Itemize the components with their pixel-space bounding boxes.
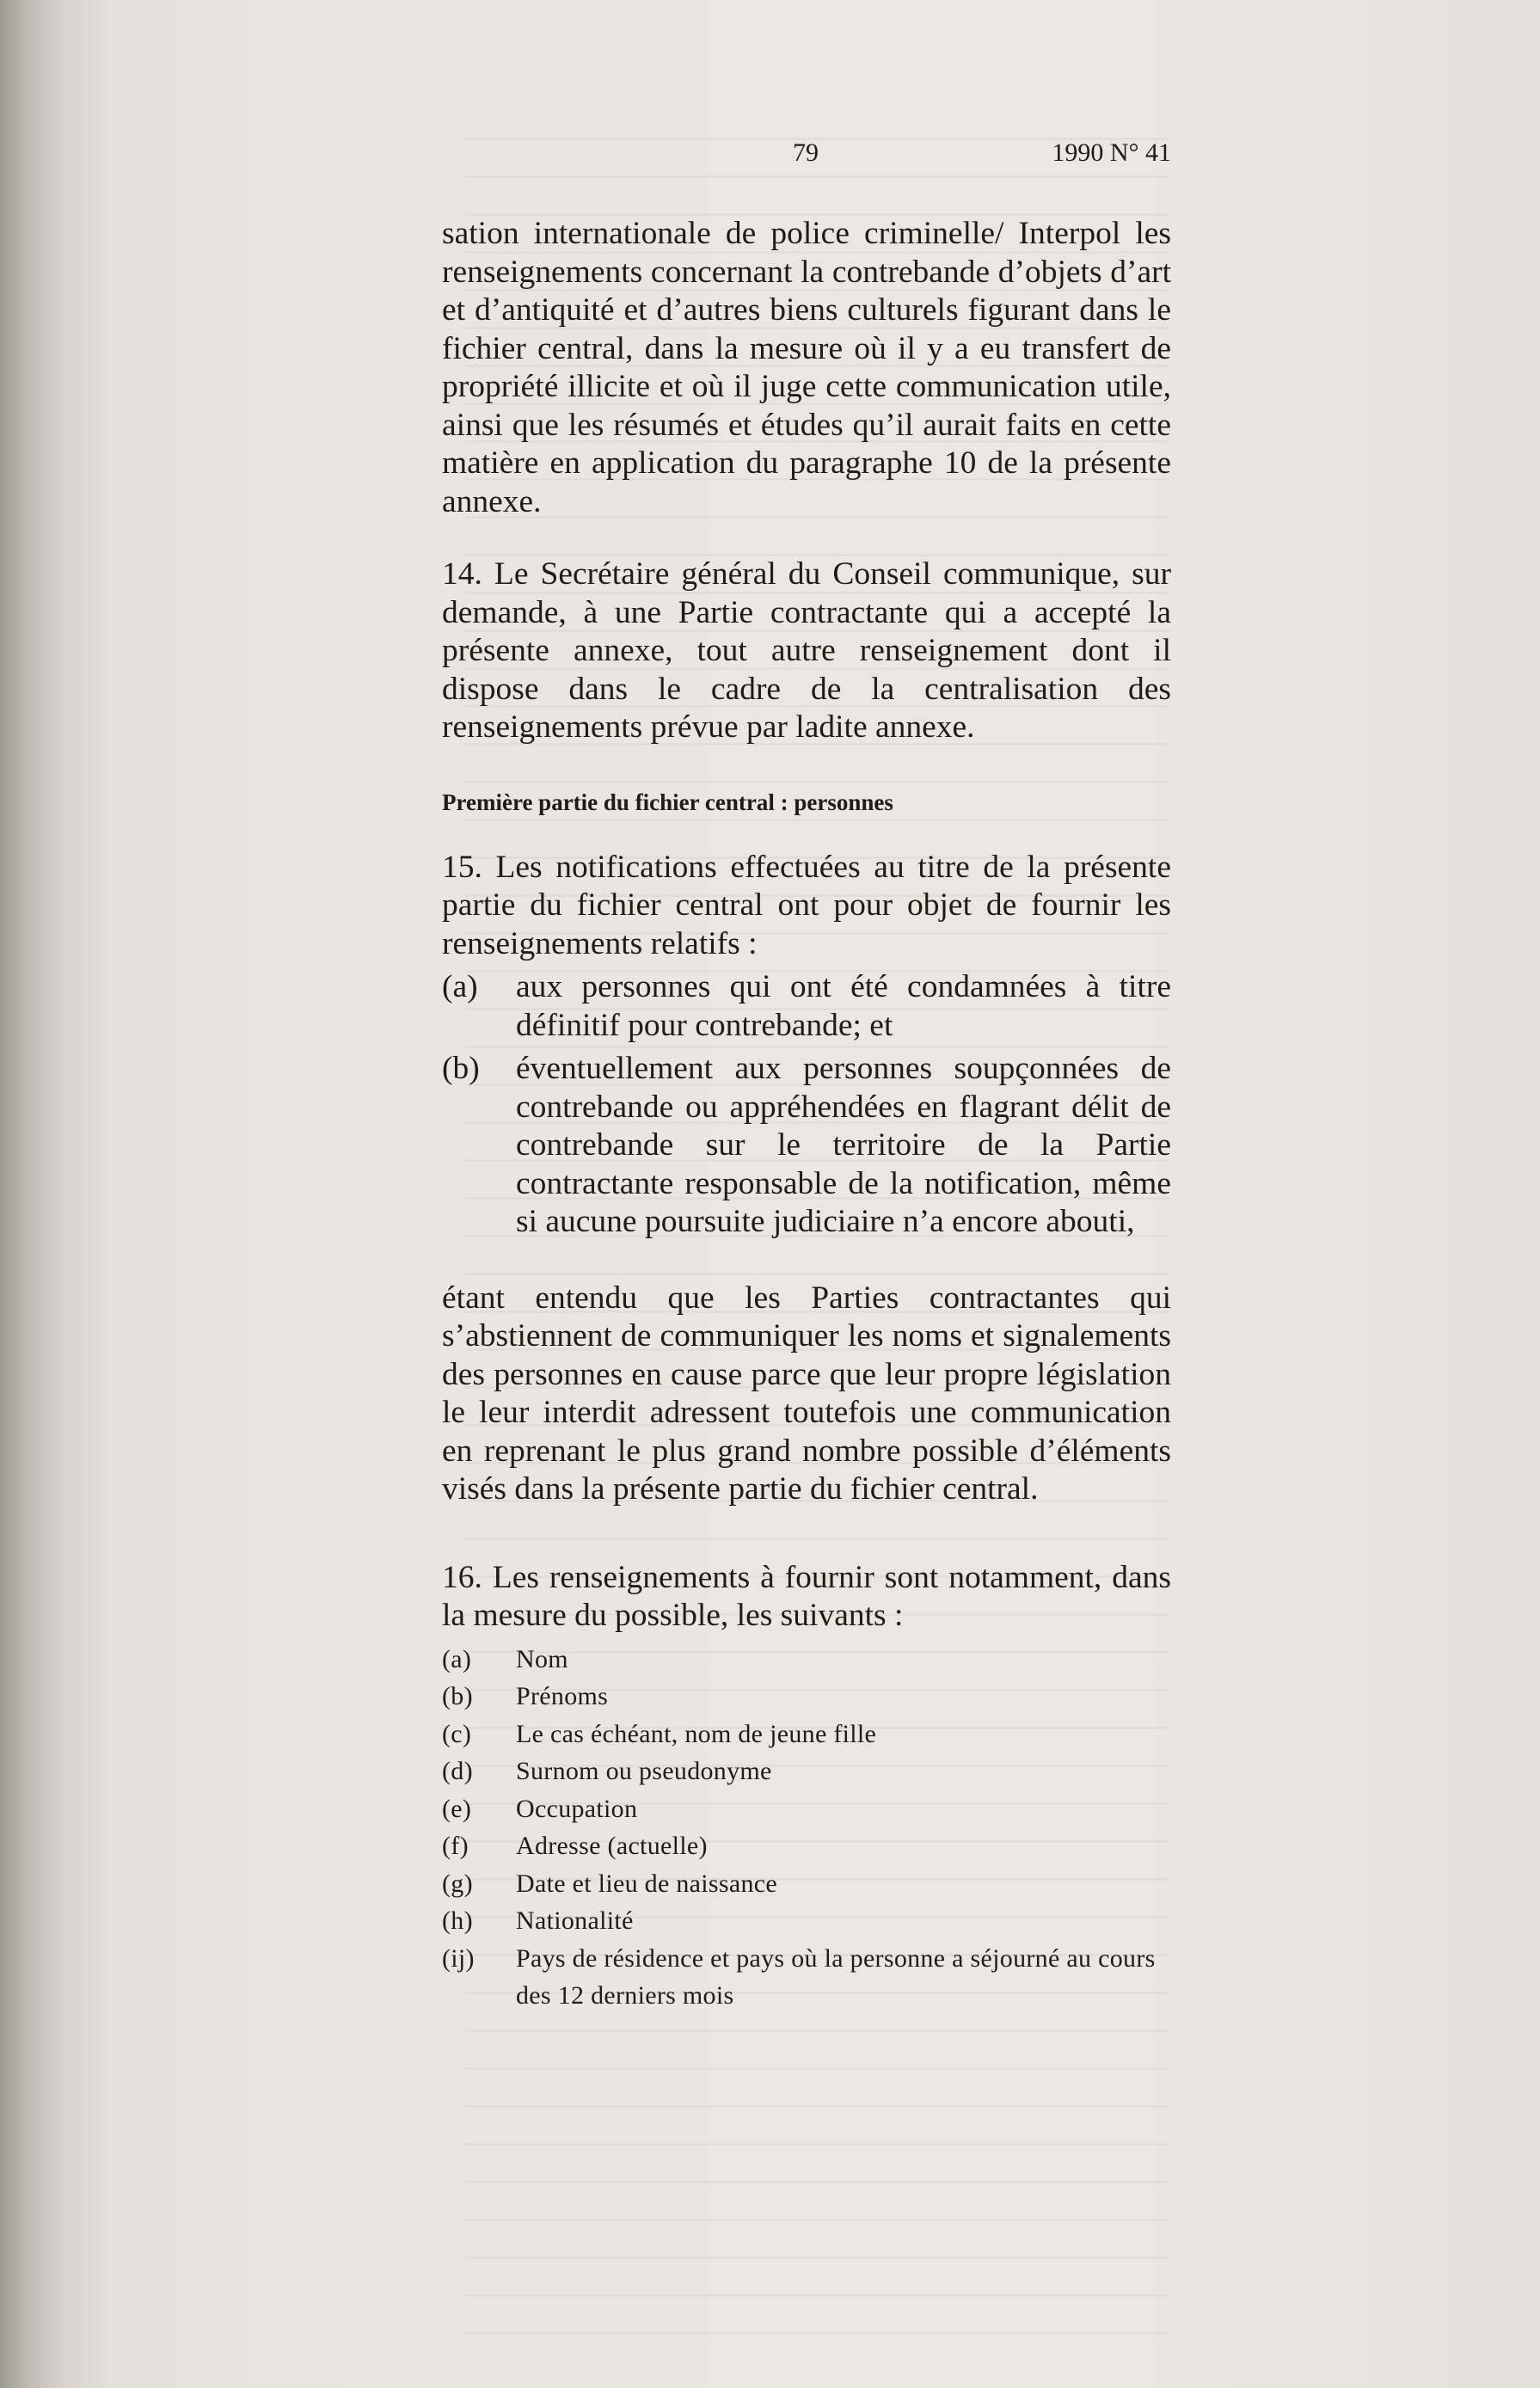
list-item-label: (b) [442,1051,480,1086]
list-item-text: Occupation [516,1794,638,1823]
list-item [442,1827,1171,1865]
list-item-text: Le cas échéant, nom de jeune fille [516,1719,877,1748]
list-item-text: Pays de résidence et pays où la personne a séjourné au cours des 12 derniers mois [516,1943,1156,2010]
list-item [442,1940,1171,2015]
list-item-text: Nom [516,1644,568,1673]
list-item-text: Adresse (actuelle) [516,1832,708,1860]
list-item-label: (a) [442,969,478,1004]
list-item-label: (h) [442,1906,473,1935]
list-item [442,1716,1171,1753]
paragraph-15-intro: 15. Les notifications effectuées au titre de la présente partie du fichier central ont pour objet de fournir les renseignements relatifs : [442,849,1171,961]
paragraph-13-continued: sation internationale de police criminelle/ Interpol les renseignements concernant la contrebande d’objets d’art et d’antiquité et d’autres biens culturels figurant dans le fichier central, dans la mesure où il y a eu transfert de propriété illicite et où il juge cette communication utile, ainsi que les résumés et études qu’il aurait faits en cette matière en application du paragraphe 10 de la présente annexe. [442,216,1171,519]
list-item-text: Surnom ou pseudonyme [516,1757,772,1785]
page-number: 79 [793,138,819,167]
list-item-label: (g) [442,1869,473,1898]
paragraph-15-conclusion: étant entendu que les Parties contractantes qui s’abstiennent de communiquer les noms et signalements des personnes en cause parce que leur propre législation le leur interdit adressent toutefois une communication en reprenant le plus grand nombre possible d’éléments visés dans la présente partie du fichier central. [442,1280,1171,1507]
list-item-15a [442,968,1171,1045]
paragraph-14: 14. Le Secrétaire général du Conseil communique, sur demande, à une Partie contractante qui a accepté la présente annexe, tout autre renseignement dont il dispose dans le cadre de la centralisation des renseignements prévue par ladite annexe. [442,556,1171,745]
list-item [442,1641,1171,1679]
list-item-text: éventuellement aux personnes soupçonnées de contrebande ou appréhendées en flagrant délit de contrebande sur le territoire de la Partie contractante responsable de la notification, même si aucune poursuite judiciaire n’a encore abouti, [516,1051,1171,1239]
list-item [442,1790,1171,1828]
list-item [442,1678,1171,1716]
list-item-label: (b) [442,1682,473,1710]
list-item-label: (e) [442,1794,472,1823]
list-item-label: (c) [442,1719,472,1748]
list-item-label: (f) [442,1832,469,1860]
list-item-label: (a) [442,1644,472,1673]
list-item-text: Prénoms [516,1682,609,1710]
list-item [442,1902,1171,1940]
list-item [442,1865,1171,1903]
list-item-text: aux personnes qui ont été condamnées à titre définitif pour contrebande; et [516,969,1171,1043]
list-item-label: (d) [442,1757,473,1785]
list-item-text: Date et lieu de naissance [516,1869,778,1898]
list-item [442,1753,1171,1790]
list-item-text: Nationalité [516,1906,634,1935]
list-item-15b [442,1050,1171,1242]
page-header [440,136,1171,170]
section-heading: Première partie du fichier central : personnes [442,789,893,815]
text-column [442,215,1171,2015]
list-item-label: (ij) [442,1943,475,1973]
paragraph-16-intro: 16. Les renseignements à fournir sont notamment, dans la mesure du possible, les suivants : [442,1559,1171,1633]
document-reference: 1990 N° 41 [1052,138,1171,167]
information-list [442,1641,1171,2015]
